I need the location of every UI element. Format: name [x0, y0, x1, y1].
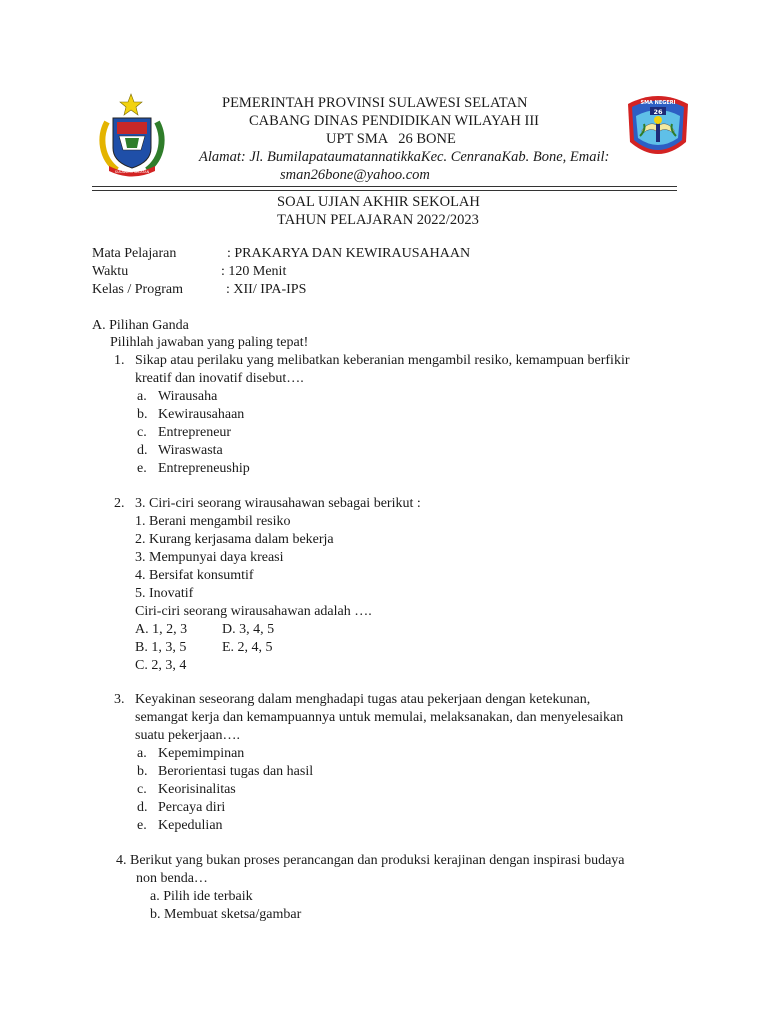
- exam-year: TAHUN PELAJARAN 2022/2023: [277, 212, 479, 228]
- q3-option-text: Kepemimpinan: [158, 746, 245, 761]
- q1-option-text: Wiraswasta: [158, 443, 223, 458]
- q1-option-letter: e.: [137, 461, 147, 476]
- q1-option-text: Kewirausahaan: [158, 407, 245, 422]
- q1-text-line-2: kreatif dan inovatif disebut….: [135, 371, 304, 386]
- section-title: A. Pilihan Ganda: [92, 318, 189, 333]
- q3-option-text: Percaya diri: [158, 800, 226, 815]
- q4-text-line-1: 4. Berikut yang bukan proses perancangan dan produksi kerajinan dengan inspirasi budaya: [116, 853, 625, 868]
- q4-text-line-2: non benda…: [136, 871, 208, 886]
- q1-number: 1.: [114, 353, 125, 368]
- school-logo-number: 26: [653, 108, 663, 116]
- q3-option-letter: e.: [137, 818, 147, 833]
- q2-list-item: 3. Mempunyai daya kreasi: [135, 550, 284, 565]
- q2-number: 2.: [114, 496, 125, 511]
- q2-list-item: 1. Berani mengambil resiko: [135, 514, 291, 529]
- q2-text: 3. Ciri-ciri seorang wirausahawan sebagai berikut :: [135, 496, 421, 511]
- q1-option-text: Wirausaha: [158, 389, 218, 404]
- q4-option: a. Pilih ide terbaik: [150, 889, 253, 904]
- info-value-class: : XII/ IPA-IPS: [226, 282, 307, 297]
- q4-option: b. Membuat sketsa/gambar: [150, 907, 302, 922]
- q3-option-letter: a.: [137, 746, 147, 761]
- letterhead-line-1: PEMERINTAH PROVINSI SULAWESI SELATAN: [222, 95, 528, 111]
- q3-option-text: Kepedulian: [158, 818, 223, 833]
- q1-text-line-1: Sikap atau perilaku yang melibatkan keberanian mengambil resiko, kemampuan berfikir: [135, 353, 630, 368]
- q1-option-letter: c.: [137, 425, 147, 440]
- letterhead-email: sman26bone@yahoo.com: [280, 167, 430, 183]
- q2-list-item: 4. Bersifat konsumtif: [135, 568, 254, 583]
- school-logo-text-top: SMA NEGERI: [640, 100, 676, 106]
- info-value-time: : 120 Menit: [221, 264, 287, 279]
- letterhead-divider-top: [92, 186, 677, 187]
- provincial-emblem-logo: [93, 92, 173, 178]
- info-label-class: Kelas / Program: [92, 282, 183, 297]
- q1-option-text: Entrepreneur: [158, 425, 232, 440]
- q2-answer: E. 2, 4, 5: [222, 640, 273, 655]
- q1-option-text: Entrepreneuship: [158, 461, 250, 476]
- q2-answer: B. 1, 3, 5: [135, 640, 187, 655]
- q2-list-item: 5. Inovatif: [135, 586, 194, 601]
- letterhead-address: Alamat: Jl. BumilapataumatannatikkaKec. CenranaKab. Bone, Email:: [199, 149, 610, 165]
- info-label-subject: Mata Pelajaran: [92, 246, 177, 261]
- q3-text-line-3: suatu pekerjaan….: [135, 728, 240, 743]
- q3-text-line-1: Keyakinan seseorang dalam menghadapi tugas atau pekerjaan dengan ketekunan,: [135, 692, 591, 707]
- emblem-ribbon-text: SULAWESI SELATAN: [114, 170, 150, 174]
- section-instruction: Pilihlah jawaban yang paling tepat!: [110, 335, 309, 350]
- q3-option-text: Berorientasi tugas dan hasil: [158, 764, 314, 779]
- q3-number: 3.: [114, 692, 125, 707]
- q1-option-letter: a.: [137, 389, 147, 404]
- q2-answer: D. 3, 4, 5: [222, 622, 275, 637]
- q3-option-letter: c.: [137, 782, 147, 797]
- q3-option-text: Keorisinalitas: [158, 782, 236, 797]
- q1-option-letter: b.: [137, 407, 148, 422]
- info-label-time: Waktu: [92, 264, 129, 279]
- q2-prompt: Ciri-ciri seorang wirausahawan adalah ….: [135, 604, 372, 619]
- info-value-subject: : PRAKARYA DAN KEWIRAUSAHAAN: [227, 246, 471, 261]
- letterhead-line-2: CABANG DINAS PENDIDIKAN WILAYAH III: [249, 113, 539, 129]
- letterhead-line-3: UPT SMA 26 BONE: [326, 131, 456, 147]
- q2-answer: C. 2, 3, 4: [135, 658, 187, 673]
- q3-option-letter: b.: [137, 764, 148, 779]
- q2-answer: A. 1, 2, 3: [135, 622, 188, 637]
- exam-title: SOAL UJIAN AKHIR SEKOLAH: [277, 194, 480, 210]
- school-logo: [620, 90, 696, 168]
- q1-option-letter: d.: [137, 443, 148, 458]
- q3-text-line-2: semangat kerja dan kemampuannya untuk memulai, melaksanakan, dan menyelesaikan: [135, 710, 624, 725]
- q2-list-item: 2. Kurang kerjasama dalam bekerja: [135, 532, 334, 547]
- q3-option-letter: d.: [137, 800, 148, 815]
- letterhead-divider-bottom: [92, 190, 677, 191]
